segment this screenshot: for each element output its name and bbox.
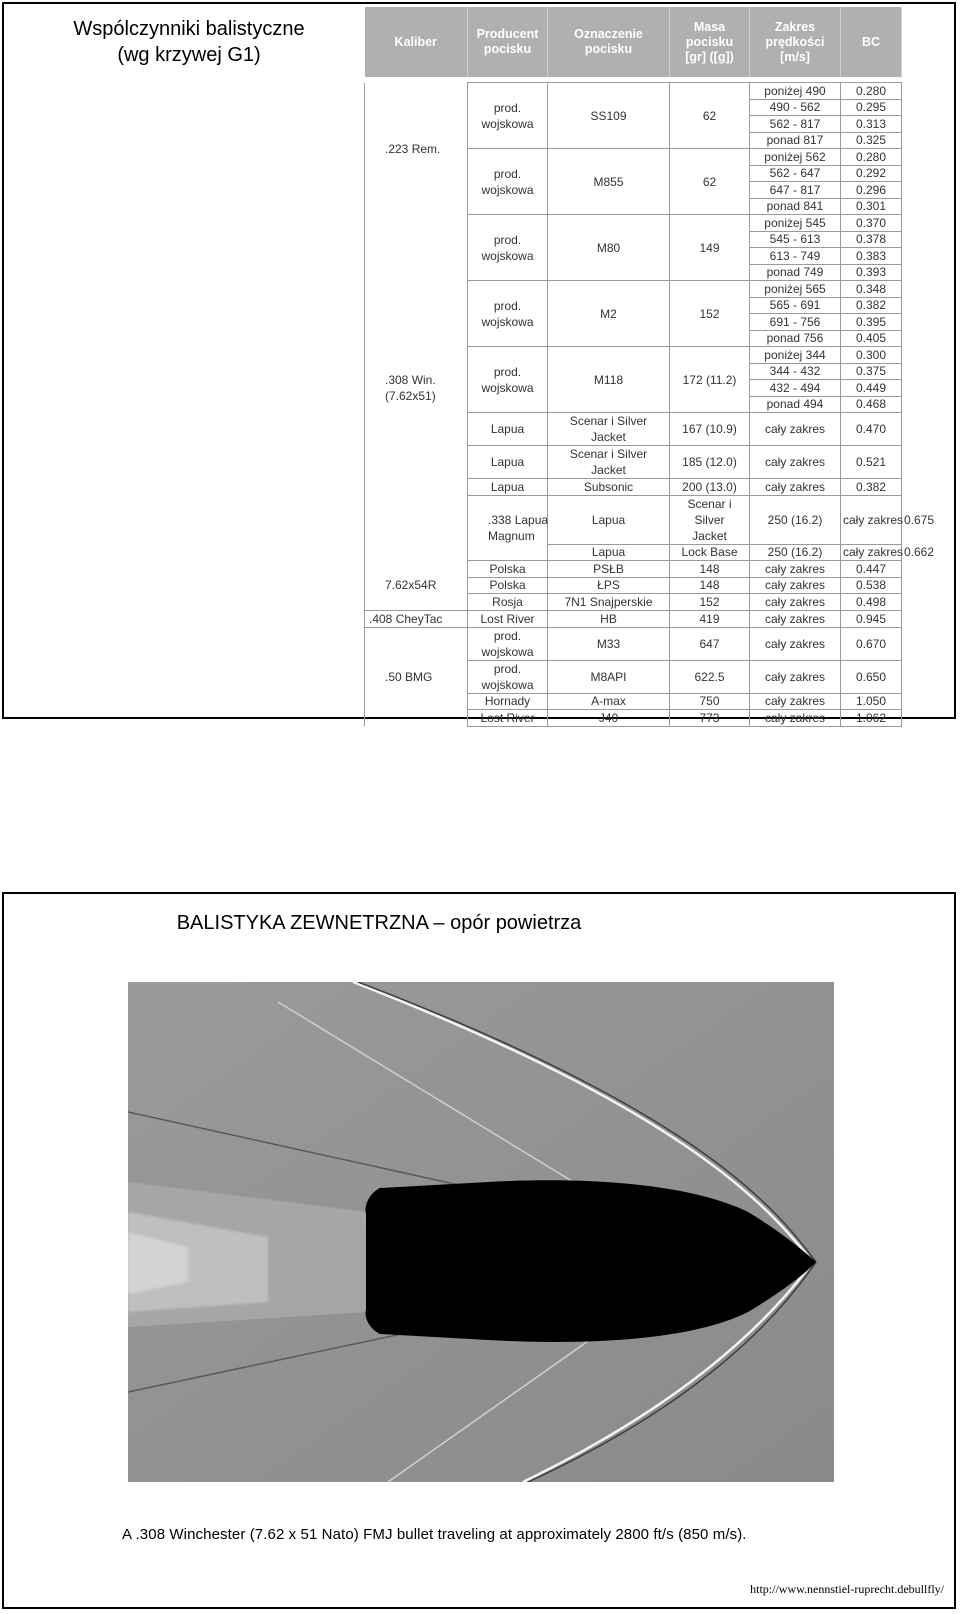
speed-range-cell: ponad 494 — [750, 396, 841, 413]
designation-cell: M118 — [548, 347, 670, 413]
speed-range-cell: cały zakres — [750, 594, 841, 611]
producer-cell: Hornady — [468, 693, 548, 710]
designation-cell: Scenar i Silver Jacket — [670, 495, 750, 544]
caliber-50bmg: .50 BMG — [365, 627, 468, 726]
producer-cell: Lost River — [468, 610, 548, 627]
designation-cell: ŁPS — [548, 577, 670, 594]
bc-value-cell: 0.382 — [841, 297, 902, 314]
speed-range-cell: cały zakres — [750, 610, 841, 627]
mass-cell: 622.5 — [670, 660, 750, 693]
bc-value-cell: 0.498 — [841, 594, 902, 611]
speed-range-cell: ponad 817 — [750, 132, 841, 149]
slide1-title-line2: (wg krzywej G1) — [117, 44, 261, 66]
producer-cell: Lapua — [468, 446, 548, 479]
producer-cell: Polska — [468, 577, 548, 594]
mass-cell: 167 (10.9) — [670, 413, 750, 446]
table-row — [365, 215, 902, 232]
table-row — [365, 83, 902, 100]
speed-range-cell: cały zakres — [750, 446, 841, 479]
slide-air-resistance — [2, 892, 956, 1609]
mass-cell: 647 — [670, 627, 750, 660]
slide1-title — [24, 16, 354, 68]
bc-value-cell: 0.325 — [841, 132, 902, 149]
mass-cell: 148 — [670, 561, 750, 578]
bc-value-cell: 0.945 — [841, 610, 902, 627]
bc-value-cell: 0.375 — [841, 363, 902, 380]
mass-cell: 62 — [670, 149, 750, 215]
mass-cell: 172 (11.2) — [670, 347, 750, 413]
mass-cell: 152 — [670, 594, 750, 611]
designation-cell: Scenar i Silver Jacket — [548, 413, 670, 446]
bc-table-wrapper — [364, 7, 935, 727]
producer-cell: prod. wojskowa — [468, 149, 548, 215]
mass-cell: 200 (13.0) — [670, 479, 750, 496]
designation-cell: HB — [548, 610, 670, 627]
designation-cell: M80 — [548, 215, 670, 281]
speed-range-cell: 647 - 817 — [750, 182, 841, 199]
caliber-223: .223 Rem. — [365, 83, 468, 215]
bc-value-cell: 0.383 — [841, 248, 902, 265]
producer-cell: prod. wojskowa — [468, 627, 548, 660]
bc-value-cell: 0.301 — [841, 198, 902, 215]
designation-cell: A-max — [548, 693, 670, 710]
table-header-row — [365, 7, 902, 77]
caliber-308: .308 Win. (7.62x51) — [365, 215, 468, 561]
speed-range-cell: poniżej 562 — [750, 149, 841, 166]
speed-range-cell: 344 - 432 — [750, 363, 841, 380]
table-row — [365, 561, 902, 578]
bc-value-cell: 0.280 — [841, 83, 902, 100]
bc-value-cell: 0.382 — [841, 479, 902, 496]
designation-cell: M2 — [548, 281, 670, 347]
speed-range-cell: ponad 756 — [750, 330, 841, 347]
mass-cell: 750 — [670, 693, 750, 710]
producer-cell: Lost River — [468, 710, 548, 727]
bc-value-cell: 1.050 — [841, 693, 902, 710]
mass-cell: 250 (16.2) — [750, 544, 841, 561]
bc-value-cell: 0.449 — [841, 380, 902, 397]
designation-cell: M855 — [548, 149, 670, 215]
bc-table — [364, 7, 935, 727]
bc-value-cell: 0.313 — [841, 116, 902, 133]
speed-range-cell: cały zakres — [750, 479, 841, 496]
speed-range-cell: 562 - 647 — [750, 165, 841, 182]
bc-value-cell: 1.062 — [841, 710, 902, 727]
producer-cell: prod. wojskowa — [468, 215, 548, 281]
designation-cell: 7N1 Snajperskie — [548, 594, 670, 611]
mass-cell: 148 — [670, 577, 750, 594]
mass-cell: 62 — [670, 83, 750, 149]
bc-value-cell: 0.300 — [841, 347, 902, 364]
bc-value-cell: 0.393 — [841, 264, 902, 281]
speed-range-cell: 691 - 756 — [750, 314, 841, 331]
speed-range-cell: ponad 841 — [750, 198, 841, 215]
header-masa: Masa pocisku [gr] ([g]) — [670, 7, 750, 77]
bc-value-cell: 0.280 — [841, 149, 902, 166]
bc-value-cell: 0.468 — [841, 396, 902, 413]
bc-value-cell: 0.295 — [841, 99, 902, 116]
caliber-762x54r: 7.62x54R — [365, 561, 468, 611]
bc-value-cell: 0.292 — [841, 165, 902, 182]
header-oznaczenie: Oznaczenie pocisku — [548, 7, 670, 77]
header-kaliber: Kaliber — [365, 7, 468, 77]
caliber-408: .408 CheyTac — [365, 610, 468, 627]
header-producent: Producent pocisku — [468, 7, 548, 77]
designation-cell: SS109 — [548, 83, 670, 149]
producer-cell: Lapua — [468, 413, 548, 446]
designation-cell: Lock Base — [670, 544, 750, 561]
table-row: .338 Lapua Magnum Lapua Scenar i Silver Jacket 250 (16.2) cały zakres 0.675 — [365, 495, 902, 544]
source-url: http://www.nennstiel-ruprecht.debullfly/ — [750, 1582, 944, 1596]
producer-cell: prod. wojskowa — [468, 347, 548, 413]
speed-range-cell: cały zakres — [750, 660, 841, 693]
mass-cell: 773 — [670, 710, 750, 727]
speed-range-cell: cały zakres — [750, 561, 841, 578]
bc-value-cell: 0.296 — [841, 182, 902, 199]
designation-cell: Subsonic — [548, 479, 670, 496]
bc-value-cell: 0.670 — [841, 627, 902, 660]
bc-value-cell: 0.470 — [841, 413, 902, 446]
slide2-title: BALISTYKA ZEWNETRZNA – opór powietrza — [176, 912, 582, 934]
bc-value-cell: 0.395 — [841, 314, 902, 331]
producer-cell: Polska — [468, 561, 548, 578]
bc-value-cell: 0.370 — [841, 215, 902, 232]
bc-value-cell: 0.405 — [841, 330, 902, 347]
speed-range-cell: 562 - 817 — [750, 116, 841, 133]
speed-range-cell: cały zakres — [750, 627, 841, 660]
designation-cell: PSŁB — [548, 561, 670, 578]
speed-range-cell: cały zakres — [750, 710, 841, 727]
speed-range-cell: 545 - 613 — [750, 231, 841, 248]
speed-range-cell: 432 - 494 — [750, 380, 841, 397]
speed-range-cell: poniżej 344 — [750, 347, 841, 364]
bc-value-cell: 0.348 — [841, 281, 902, 298]
speed-range-cell: cały zakres — [750, 577, 841, 594]
speed-range-cell: ponad 749 — [750, 264, 841, 281]
slide-ballistic-coefficients — [2, 2, 956, 725]
bc-value-cell: 0.521 — [841, 446, 902, 479]
bc-value-cell: 0.378 — [841, 231, 902, 248]
producer-cell: prod. wojskowa — [468, 660, 548, 693]
speed-range-cell: poniżej 545 — [750, 215, 841, 232]
mass-cell: 419 — [670, 610, 750, 627]
mass-cell: 152 — [670, 281, 750, 347]
designation-cell: M33 — [548, 627, 670, 660]
speed-range-cell: cały zakres — [841, 495, 902, 544]
speed-range-cell: 565 - 691 — [750, 297, 841, 314]
designation-cell: J40 — [548, 710, 670, 727]
header-bc: BC — [841, 7, 902, 77]
mass-cell: 250 (16.2) — [750, 495, 841, 544]
bullet-schlieren-photo — [128, 982, 834, 1482]
caliber-338: .338 Lapua Magnum — [468, 495, 548, 561]
designation-cell: M8API — [548, 660, 670, 693]
bc-value-cell: 0.650 — [841, 660, 902, 693]
header-zakres: Zakres prędkości [m/s] — [750, 7, 841, 77]
producer-cell: Lapua — [468, 479, 548, 496]
speed-range-cell: 613 - 749 — [750, 248, 841, 265]
speed-range-cell: cały zakres — [750, 693, 841, 710]
speed-range-cell: poniżej 490 — [750, 83, 841, 100]
photo-caption: A .308 Winchester (7.62 x 51 Nato) FMJ bullet traveling at approximately 2800 ft/s (850 m/s). — [122, 1526, 747, 1543]
speed-range-cell: 490 - 562 — [750, 99, 841, 116]
producer-cell: Rosja — [468, 594, 548, 611]
mass-cell: 185 (12.0) — [670, 446, 750, 479]
speed-range-cell: cały zakres — [750, 413, 841, 446]
producer-cell: Lapua — [548, 495, 670, 544]
bc-value-cell: 0.447 — [841, 561, 902, 578]
table-row — [365, 627, 902, 660]
mass-cell: 149 — [670, 215, 750, 281]
speed-range-cell: cały zakres — [841, 544, 902, 561]
table-row — [365, 610, 902, 627]
table-row: Lapua Lock Base 250 (16.2) cały zakres 0.662 — [365, 544, 902, 561]
producer-cell: Lapua — [548, 544, 670, 561]
bc-value-cell: 0.538 — [841, 577, 902, 594]
slide1-title-line1: Wspólczynniki balistyczne — [73, 18, 305, 40]
designation-cell: Scenar i Silver Jacket — [548, 446, 670, 479]
producer-cell: prod. wojskowa — [468, 281, 548, 347]
speed-range-cell: poniżej 565 — [750, 281, 841, 298]
producer-cell: prod. wojskowa — [468, 83, 548, 149]
